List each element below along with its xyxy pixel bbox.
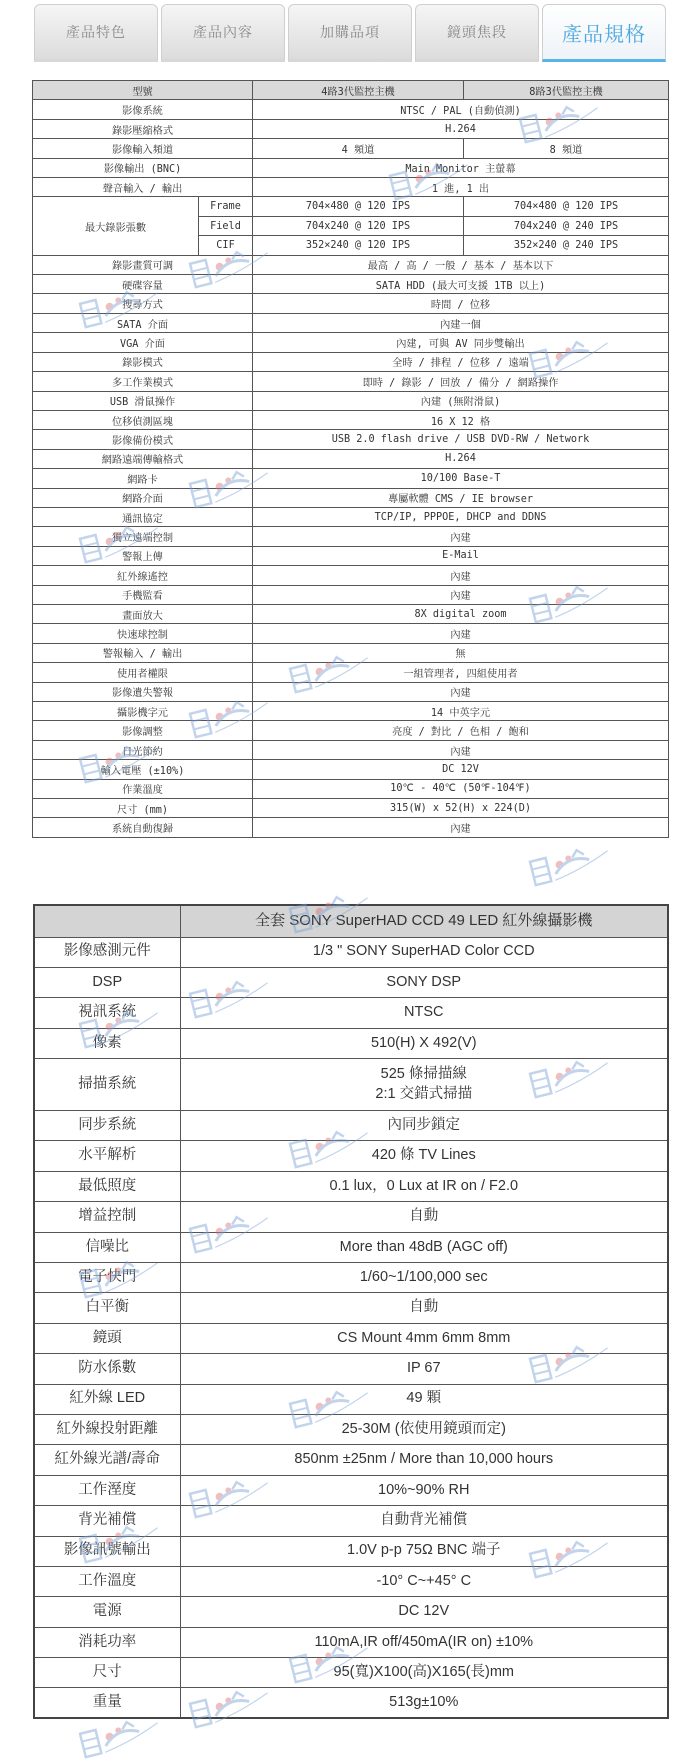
spec-value-8ch: 8 頻道 [464,139,669,158]
spec-label: 多工作業模式 [33,372,253,391]
spec-label: 影像遺失警報 [33,682,253,701]
table-row [33,430,669,449]
table-row [34,1293,668,1323]
table-row [34,1597,668,1627]
spec-value-4ch: 704×480 @ 120 IPS [253,197,464,216]
camera-spec-value: DC 12V [180,1597,668,1627]
spec-value: 即時 / 錄影 / 回放 / 備分 / 網路操作 [253,372,669,391]
camera-spec-value: 自動 [180,1202,668,1232]
camera-spec-label: 影像感測元件 [34,937,180,967]
table-row [34,1059,668,1111]
table-row [34,967,668,997]
spec-value: DC 12V [253,760,669,779]
spec-value: 無 [253,643,669,662]
table-row [34,1414,668,1444]
table-row [34,1688,668,1718]
spec-label: 日光節約 [33,740,253,759]
camera-spec-label: 視訊系統 [34,998,180,1028]
spec-value: 內建 [253,624,669,643]
camera-spec-label: 水平解析 [34,1141,180,1171]
table-row [34,1263,668,1293]
table-row [34,1627,668,1657]
camera-spec-value: 0.1 lux，0 Lux at IR on / F2.0 [180,1171,668,1201]
table-row [33,352,669,371]
resolution-mode: CIF [199,236,253,255]
table-row [34,1536,668,1566]
camera-spec-value: 25-30M (依使用鏡頭而定) [180,1414,668,1444]
dvr-spec-table [32,80,669,838]
spec-value: 一組管理者, 四組使用者 [253,663,669,682]
camera-spec-value: 513g±10% [180,1688,668,1718]
camera-spec-label: 背光補償 [34,1506,180,1536]
table-row [34,1323,668,1353]
camera-spec-label: 最低照度 [34,1171,180,1201]
spec-value: 內建 [253,818,669,837]
table-row [33,507,669,526]
table-row [33,546,669,565]
spec-value: 內建 [253,527,669,546]
watermark-logo [527,839,615,892]
spec-label: 手機監看 [33,585,253,604]
camera-spec-value: CS Mount 4mm 6mm 8mm [180,1323,668,1353]
spec-value: 14 中英字元 [253,702,669,721]
table-row [34,1141,668,1171]
table-row [33,410,669,429]
table-row [34,1384,668,1414]
spec-value: 內建一個 [253,313,669,332]
spec-label: 畫面放大 [33,604,253,623]
spec-label: 影像系統 [33,100,253,119]
tab-lens[interactable]: 鏡頭焦段 [415,4,539,62]
spec-value: 時間 / 位移 [253,294,669,313]
table-row [33,604,669,623]
spec-label: 攝影機字元 [33,702,253,721]
camera-spec-value: NTSC [180,998,668,1028]
table-row [33,740,669,759]
spec-value: 內建 [253,585,669,604]
table-row [33,178,669,197]
camera-spec-value: SONY DSP [180,967,668,997]
spec-label: VGA 介面 [33,333,253,352]
spec-value: 內建, 可與 AV 同步雙輸出 [253,333,669,352]
camera-spec-label: 同步系統 [34,1111,180,1141]
camera-spec-label: 尺寸 [34,1658,180,1688]
camera-spec-label: 工作溫度 [34,1566,180,1596]
spec-value-4ch: 352×240 @ 120 IPS [253,236,464,255]
camera-spec-value: -10° C~+45° C [180,1566,668,1596]
spec-label: 警報上傳 [33,546,253,565]
camera-spec-value-line: 2:1 交錯式掃描 [375,1085,473,1102]
camera-spec-label: 消耗功率 [34,1627,180,1657]
camera-spec-value: 1/60~1/100,000 sec [180,1263,668,1293]
spec-value-4ch: 704x240 @ 120 IPS [253,216,464,235]
spec-value: 內建 (無附滑鼠) [253,391,669,410]
camera-spec-value: 1.0V p-p 75Ω BNC 端子 [180,1536,668,1566]
spec-label: 通訊協定 [33,507,253,526]
spec-header-row [33,81,669,100]
spec-value: 內建 [253,682,669,701]
camera-spec-label: 增益控制 [34,1202,180,1232]
spec-value: 內建 [253,740,669,759]
camera-spec-label: 工作溼度 [34,1475,180,1505]
camera-spec-value: 420 條 TV Lines [180,1141,668,1171]
spec-value: E-Mail [253,546,669,565]
camera-spec-value: More than 48dB (AGC off) [180,1232,668,1262]
table-row [33,527,669,546]
camera-table-title: 全套 SONY SuperHAD CCD 49 LED 紅外線攝影機 [180,905,668,937]
table-row [33,682,669,701]
spec-value: 10/100 Base-T [253,469,669,488]
spec-label: 網路介面 [33,488,253,507]
spec-label: SATA 介面 [33,313,253,332]
spec-label: 聲音輸入 / 輸出 [33,178,253,197]
spec-value: NTSC / PAL (自動偵測) [253,100,669,119]
table-row [33,624,669,643]
table-row [33,585,669,604]
spec-value: 1 進, 1 出 [253,178,669,197]
spec-label: 錄影壓縮格式 [33,119,253,138]
tab-contents[interactable]: 產品內容 [161,4,285,62]
table-row [33,818,669,837]
tab-add-ons[interactable]: 加購品項 [288,4,412,62]
resolution-mode: Field [199,216,253,235]
table-row [33,721,669,740]
spec-value: H.264 [253,449,669,468]
spec-value: USB 2.0 flash drive / USB DVD-RW / Network [253,430,669,449]
spec-label: USB 滑鼠操作 [33,391,253,410]
camera-spec-table [33,904,669,1719]
table-row [34,1028,668,1058]
table-row [33,663,669,682]
spec-label: 硬碟容量 [33,275,253,294]
table-row [34,1111,668,1141]
camera-spec-label: 像素 [34,1028,180,1058]
table-row [33,760,669,779]
spec-value: TCP/IP, PPPOE, DHCP and DDNS [253,507,669,526]
table-row [33,488,669,507]
camera-spec-value: 49 顆 [180,1384,668,1414]
camera-spec-label: 紅外線光譜/壽命 [34,1445,180,1475]
table-row [34,1445,668,1475]
camera-spec-value: 850nm ±25nm / More than 10,000 hours [180,1445,668,1475]
table-row [34,1171,668,1201]
camera-spec-label: 鏡頭 [34,1323,180,1353]
spec-label: 影像備份模式 [33,430,253,449]
spec-label: 尺寸 (mm) [33,799,253,818]
camera-spec-value: 510(H) X 492(V) [180,1028,668,1058]
spec-value-8ch: 352×240 @ 240 IPS [464,236,669,255]
model-header: 型號 [33,81,253,100]
camera-header-row [34,905,668,937]
spec-value: 最高 / 高 / 一般 / 基本 / 基本以下 [253,255,669,274]
spec-label: 錄影模式 [33,352,253,371]
camera-spec-value: IP 67 [180,1354,668,1384]
resolution-mode: Frame [199,197,253,216]
camera-spec-value: 自動背光補償 [180,1506,668,1536]
table-row [33,100,669,119]
spec-value: Main Monitor 主螢幕 [253,158,669,177]
spec-value-8ch: 704×480 @ 120 IPS [464,197,669,216]
spec-label: 搜尋方式 [33,294,253,313]
table-row [33,799,669,818]
table-row [33,158,669,177]
spec-label: 作業溫度 [33,779,253,798]
camera-spec-label: 電源 [34,1597,180,1627]
table-row [33,255,669,274]
camera-spec-value: 1/3 " SONY SuperHAD Color CCD [180,937,668,967]
camera-spec-value [180,1059,668,1111]
table-row [34,937,668,967]
spec-label: 最大錄影張數 [33,197,199,255]
table-row [33,372,669,391]
spec-value: H.264 [253,119,669,138]
table-row [34,1354,668,1384]
spec-label: 獨立遠端控制 [33,527,253,546]
camera-spec-value-line: 525 條掃描線 [380,1066,467,1082]
table-row [33,197,669,216]
camera-spec-label: 防水係數 [34,1354,180,1384]
camera-spec-value: 110mA,IR off/450mA(IR on) ±10% [180,1627,668,1657]
spec-label: 網路遠端傳輸格式 [33,449,253,468]
spec-value: 全時 / 排程 / 位移 / 遠端 [253,352,669,371]
tab-specifications[interactable]: 產品規格 [542,4,666,62]
spec-label: 影像輸出 (BNC) [33,158,253,177]
table-row [34,1202,668,1232]
spec-label: 影像調整 [33,721,253,740]
product-tabs [34,4,666,62]
table-row [34,1658,668,1688]
spec-label: 系統自動復歸 [33,818,253,837]
camera-spec-value: 10%~90% RH [180,1475,668,1505]
table-row [33,779,669,798]
spec-label: 錄影畫質可調 [33,255,253,274]
spec-label: 影像輸入頻道 [33,139,253,158]
spec-label: 紅外線遙控 [33,566,253,585]
camera-spec-label: 重量 [34,1688,180,1718]
model-4ch-header: 4路3代監控主機 [253,81,464,100]
spec-value: 16 X 12 格 [253,410,669,429]
table-row [33,333,669,352]
camera-spec-label: 紅外線投射距離 [34,1414,180,1444]
table-row [34,1232,668,1262]
table-row [33,643,669,662]
table-row [34,998,668,1028]
spec-value: 亮度 / 對比 / 色相 / 飽和 [253,721,669,740]
camera-spec-value: 95(寬)X100(高)X165(長)mm [180,1658,668,1688]
spec-label: 警報輸入 / 輸出 [33,643,253,662]
camera-header-blank [34,905,180,937]
table-row [33,119,669,138]
spec-label: 網路卡 [33,469,253,488]
camera-spec-label: 白平衡 [34,1293,180,1323]
camera-spec-label: 影像訊號輸出 [34,1536,180,1566]
table-row [33,294,669,313]
spec-value: 315(W) x 52(H) x 224(D) [253,799,669,818]
camera-spec-value: 內同步鎖定 [180,1111,668,1141]
camera-spec-label: 紅外線 LED [34,1384,180,1414]
spec-value-8ch: 704x240 @ 240 IPS [464,216,669,235]
spec-label: 快速球控制 [33,624,253,643]
camera-spec-value: 自動 [180,1293,668,1323]
table-row [33,313,669,332]
model-8ch-header: 8路3代監控主機 [464,81,669,100]
table-row [33,139,669,158]
spec-value: 10℃ - 40℃ (50℉-104℉) [253,779,669,798]
table-row [33,469,669,488]
spec-label: 位移偵測區塊 [33,410,253,429]
table-row [33,449,669,468]
table-row [34,1506,668,1536]
spec-value: 專屬軟體 CMS / IE browser [253,488,669,507]
table-row [33,566,669,585]
camera-spec-label: 掃描系統 [34,1059,180,1111]
spec-label: 輸入電壓 (±10%) [33,760,253,779]
table-row [34,1566,668,1596]
table-row [33,391,669,410]
spec-label: 使用者權限 [33,663,253,682]
spec-value: 8X digital zoom [253,604,669,623]
table-row [33,275,669,294]
table-row [33,702,669,721]
camera-spec-label: 信噪比 [34,1232,180,1262]
spec-value: SATA HDD (最大可支援 1TB 以上) [253,275,669,294]
spec-value: 內建 [253,566,669,585]
camera-spec-label: 電子快門 [34,1263,180,1293]
table-row [34,1475,668,1505]
spec-value-4ch: 4 頻道 [253,139,464,158]
camera-spec-label: DSP [34,967,180,997]
tab-features[interactable]: 產品特色 [34,4,158,62]
